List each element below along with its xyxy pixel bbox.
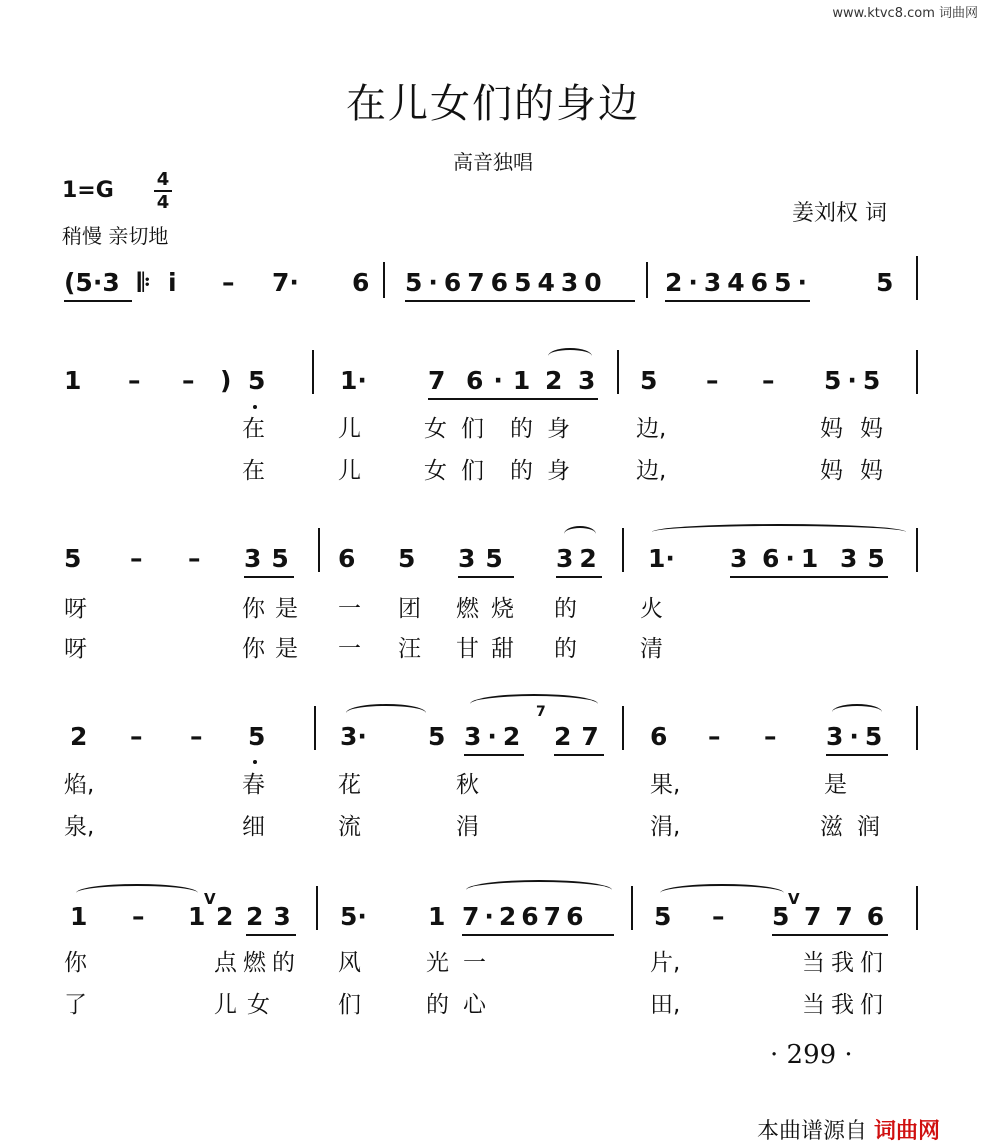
- lyric: 女们: [424, 458, 498, 484]
- lyric: 儿女: [214, 992, 280, 1018]
- underline: [730, 576, 888, 578]
- lyric: 妈: [820, 458, 843, 484]
- note: –: [128, 366, 141, 395]
- barline: [916, 706, 918, 750]
- note-group: 7·2676: [462, 902, 589, 931]
- lyric: 清: [640, 636, 663, 662]
- lyric: 妈: [820, 416, 843, 442]
- lyric: 你是: [242, 636, 308, 662]
- time-signature: [152, 170, 174, 212]
- low-octave-dot: [253, 760, 257, 764]
- lyricist-credit: 姜刘权 词: [792, 201, 887, 226]
- lyric: 的身: [510, 416, 584, 442]
- lyric: 花: [338, 772, 361, 798]
- lyric: 边,: [636, 458, 667, 484]
- lyric: 儿: [338, 458, 361, 484]
- note: 5: [654, 902, 672, 931]
- slur: [832, 704, 882, 720]
- barline: [631, 886, 633, 930]
- lyric: 了: [64, 992, 87, 1018]
- slur: [346, 704, 426, 722]
- underline: [462, 934, 614, 936]
- barline: [622, 528, 624, 572]
- barline: [617, 350, 619, 394]
- lyric: 光一: [426, 950, 500, 976]
- page-number: · 299 ·: [770, 1040, 853, 1070]
- lyric: 们: [338, 992, 361, 1018]
- barline: [622, 706, 624, 750]
- slur: [466, 880, 612, 900]
- barline: [383, 262, 385, 298]
- key-signature: 1=G: [62, 178, 114, 203]
- lyric: 是: [824, 772, 847, 798]
- note: 5: [64, 544, 82, 573]
- source-brand: 词曲网: [874, 1119, 941, 1144]
- note: –: [712, 902, 725, 931]
- note: 1: [70, 902, 88, 931]
- barline: [318, 528, 320, 572]
- lyric: 甘甜: [456, 636, 526, 662]
- note: 2: [545, 366, 563, 395]
- underline: [246, 934, 296, 936]
- lyric: 细: [242, 814, 265, 840]
- lyric: 风: [338, 950, 361, 976]
- lyric: 当我们: [802, 950, 889, 976]
- note: 2: [216, 902, 234, 931]
- note: –: [188, 544, 201, 573]
- note-group: 776: [804, 902, 899, 931]
- barline: [916, 350, 918, 394]
- tempo-marking: 稍慢 亲切地: [62, 224, 169, 248]
- lyric: 女们: [424, 416, 498, 442]
- note: 1·: [648, 544, 675, 573]
- lyric: 妈: [860, 458, 883, 484]
- underline: [244, 576, 294, 578]
- lyric: 儿: [338, 416, 361, 442]
- note-group: 2·3465·: [665, 268, 813, 297]
- lyric: 春: [242, 772, 265, 798]
- slur: [564, 526, 596, 542]
- lyric: 秋: [456, 772, 479, 798]
- note: 5: [428, 722, 446, 751]
- note-group: 35: [244, 544, 299, 573]
- note-group: 35: [840, 544, 895, 573]
- lyric: 的: [554, 596, 577, 622]
- lyric: 你是: [242, 596, 308, 622]
- note-group: 23: [246, 902, 301, 931]
- note: –: [130, 544, 143, 573]
- lyric: 果,: [650, 772, 681, 798]
- note-group: 5·6765430: [405, 268, 608, 297]
- note: 6: [352, 268, 370, 297]
- underline: [772, 934, 888, 936]
- lyric: 呀: [64, 596, 87, 622]
- lyric: 焰,: [64, 772, 95, 798]
- barline: [916, 528, 918, 572]
- note: 5: [876, 268, 894, 297]
- note: 3: [730, 544, 748, 573]
- barline: [916, 256, 918, 300]
- note: 1·: [340, 366, 367, 395]
- lyric: 一: [338, 596, 361, 622]
- lyric: 点燃的: [214, 950, 301, 976]
- underline: [554, 754, 604, 756]
- lyric: 片,: [650, 950, 681, 976]
- note: 2: [70, 722, 88, 751]
- barline: [316, 886, 318, 930]
- time-signature-bottom: 4: [156, 192, 170, 213]
- slur: [660, 884, 784, 902]
- note: 5: [398, 544, 416, 573]
- note: ): [220, 366, 232, 395]
- note: 1: [428, 902, 446, 931]
- low-octave-dot: [253, 405, 257, 409]
- note: 6: [650, 722, 668, 751]
- note-group: 35: [458, 544, 513, 573]
- note: 7·: [272, 268, 299, 297]
- lyric: 在: [242, 416, 265, 442]
- song-title: 在儿女们的身边: [346, 81, 640, 127]
- note-group: 27: [554, 722, 609, 751]
- underline: [464, 754, 524, 756]
- lyric: 泉,: [64, 814, 95, 840]
- lyric: 燃烧: [456, 596, 526, 622]
- lyric: 汪: [398, 636, 421, 662]
- lyric: 火: [640, 596, 663, 622]
- underline: [428, 398, 598, 400]
- slur: [470, 694, 598, 714]
- note: –: [190, 722, 203, 751]
- grace-note: 7: [536, 704, 546, 720]
- note-group: 6·1: [466, 366, 541, 395]
- barline: [312, 350, 314, 394]
- note: 5·: [340, 902, 367, 931]
- lyric: 一: [338, 636, 361, 662]
- lyric: 的身: [510, 458, 584, 484]
- slur: [652, 524, 906, 540]
- note: 6: [338, 544, 356, 573]
- lyric: 的: [554, 636, 577, 662]
- note: 5: [248, 366, 266, 395]
- lyric: 的心: [426, 992, 500, 1018]
- note: –: [706, 366, 719, 395]
- barline: [314, 706, 316, 750]
- watermark: www.ktvc8.com 词曲网: [832, 6, 978, 21]
- note: –: [222, 268, 235, 297]
- note-group: 6·1: [762, 544, 825, 573]
- underline: [826, 754, 888, 756]
- note: –: [182, 366, 195, 395]
- source-prefix: 本曲谱源自: [757, 1119, 868, 1144]
- lyric: 妈: [860, 416, 883, 442]
- breath-mark: V: [788, 890, 800, 908]
- note: 5: [640, 366, 658, 395]
- source-credit: [757, 1114, 940, 1145]
- slur: [76, 884, 198, 902]
- lyric: 涓,: [650, 814, 681, 840]
- lyric: 边,: [636, 416, 667, 442]
- lyric: 流: [338, 814, 361, 840]
- note: i: [168, 268, 177, 297]
- note: –: [764, 722, 777, 751]
- underline: [64, 300, 132, 302]
- time-signature-top: 4: [156, 169, 170, 190]
- lyric: 涓: [456, 814, 479, 840]
- note: 3: [578, 366, 596, 395]
- underline: [665, 300, 810, 302]
- lyric: 在: [242, 458, 265, 484]
- lyric: 当我们: [802, 992, 889, 1018]
- note: –: [708, 722, 721, 751]
- note-group: 3·2: [464, 722, 527, 751]
- lyric: 团: [398, 596, 421, 622]
- note: 5: [772, 902, 790, 931]
- note-group: 32: [556, 544, 603, 573]
- barline: [916, 886, 918, 930]
- note: 5: [248, 722, 266, 751]
- note: –: [762, 366, 775, 395]
- underline: [405, 300, 635, 302]
- lyric: 滋润: [820, 814, 894, 840]
- song-subtitle: 高音独唱: [453, 150, 533, 174]
- note: 1: [188, 902, 206, 931]
- underline: [458, 576, 514, 578]
- note: 1: [64, 366, 82, 395]
- lyric: 田,: [650, 992, 681, 1018]
- lyric: 呀: [64, 636, 87, 662]
- barline: [646, 262, 648, 298]
- note-group: 5·5: [824, 366, 887, 395]
- note: –: [132, 902, 145, 931]
- note: (5·3: [64, 268, 120, 297]
- note: 7: [428, 366, 446, 395]
- note-group: 3·5: [826, 722, 889, 751]
- breath-mark: V: [204, 890, 216, 908]
- note: 3·: [340, 722, 367, 751]
- note: –: [130, 722, 143, 751]
- repeat-start-sign: 𝄆: [138, 268, 151, 297]
- slur: [548, 348, 592, 364]
- lyric: 你: [64, 950, 87, 976]
- underline: [556, 576, 602, 578]
